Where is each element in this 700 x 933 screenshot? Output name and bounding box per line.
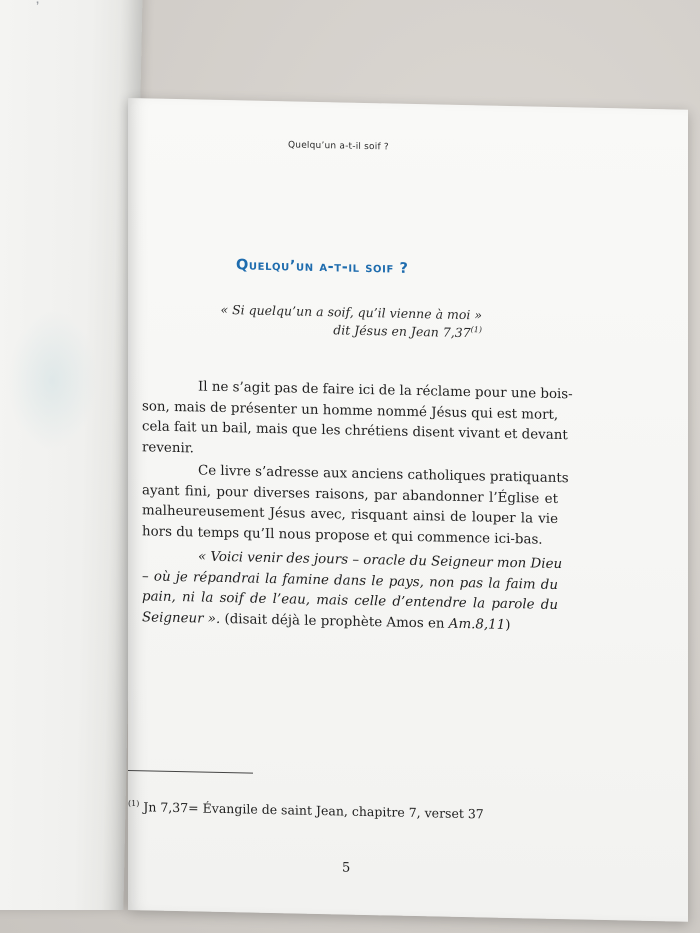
left-page-stain: [6, 310, 99, 450]
quote-reference: Am.8,11: [448, 616, 506, 633]
paragraph-line: revenir.: [142, 439, 194, 456]
paragraph-line: son, mais de présenter un homme nommé Jésus qui est mort,: [142, 398, 559, 423]
paragraph-line: – où je répandrai la famine dans le pays, non pas la faim du: [142, 568, 558, 593]
quote-attribution-close: ): [505, 617, 511, 633]
page-content: [128, 98, 688, 922]
footnote-text: Jn 7,37= Évangile de saint Jean, chapitre 7, verset 37: [139, 799, 484, 822]
footnote-separator: [128, 770, 253, 774]
epigraph-line-1: « Si quelqu’un a soif, qu’il vienne à moi »: [220, 301, 482, 323]
page-number: 5: [342, 860, 351, 876]
left-page: [0, 0, 143, 910]
epigraph-note-marker: (1): [470, 325, 482, 335]
book-page: [128, 98, 688, 922]
paragraph-1: [142, 376, 573, 467]
footnote: [128, 799, 484, 821]
quote-attribution: (disait déjà le prophète Amos en: [220, 611, 449, 632]
paragraph-line: ayant fini, pour diverses raisons, par abandonner l’Église et: [142, 482, 558, 507]
paragraph-3-quote: [142, 546, 563, 637]
paragraph-line: Ce livre s’adresse aux anciens catholiques pratiquants: [198, 463, 569, 487]
paragraph-line: malheureusement Jésus avec, risquant ainsi de louper la vie: [142, 503, 558, 528]
running-header: Quelqu’un a-t-il soif ?: [288, 140, 389, 153]
quote-end: Seigneur ».: [142, 609, 221, 627]
paragraph-line: « Voici venir des jours – oracle du Seigneur mon Dieu: [198, 549, 563, 573]
paragraph-line: pain, ni la soif de l’eau, mais celle d’entendre la parole du: [142, 589, 558, 614]
epigraph-attribution: dit Jésus en Jean 7,37: [333, 322, 471, 341]
paragraph-line: hors du temps qu’Il nous propose et qui commence ici-bas.: [142, 523, 543, 548]
footnote-marker: (1): [128, 798, 140, 809]
paragraph-line: cela fait un bail, mais que les chrétiens disent vivant et devant: [142, 419, 568, 444]
left-page-corner-mark: ’: [36, 0, 40, 12]
chapter-title: Quelqu’un a-t-il soif ?: [236, 257, 409, 277]
paragraph-line: Il ne s’agit pas de faire ici de la réclame pour une bois-: [198, 379, 573, 403]
paragraph-2: [142, 460, 569, 551]
